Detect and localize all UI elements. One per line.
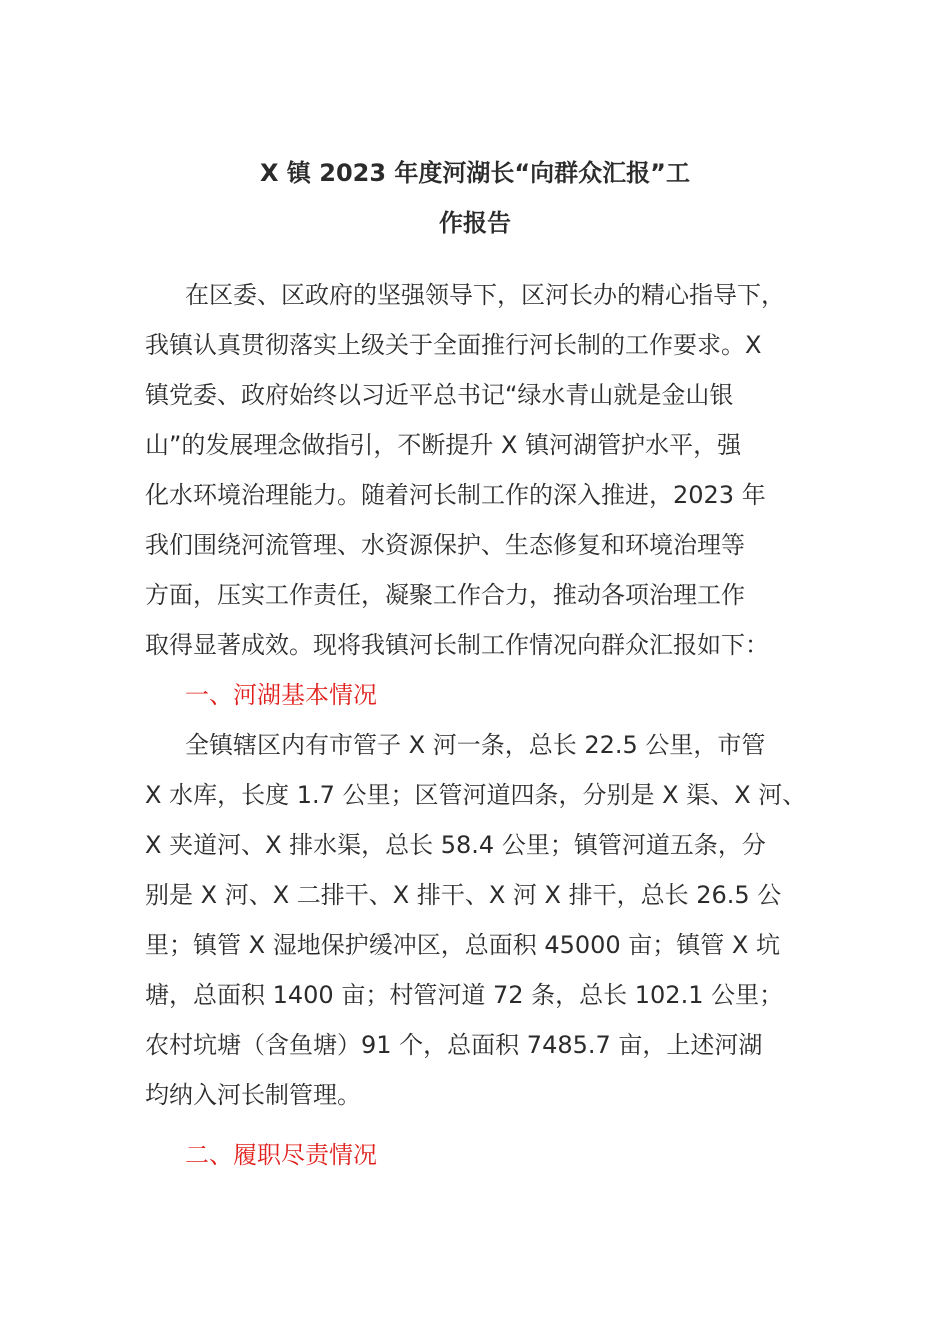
intro-line: 取得显著成效。现将我镇河长制工作情况向群众汇报如下： — [145, 631, 769, 659]
intro-line: 方面，压实工作责任，凝聚工作合力，推动各项治理工作 — [145, 581, 745, 609]
section-1-line: 全镇辖区内有市管子 X 河一条，总长 22.5 公里，市管 — [185, 731, 766, 759]
section-1-paragraph — [145, 720, 825, 1120]
intro-paragraph — [145, 270, 825, 670]
intro-line: 化水环境治理能力。随着河长制工作的深入推进，2023 年 — [145, 481, 766, 509]
section-1-line: 均纳入河长制管理。 — [145, 1081, 361, 1109]
section-1-line: 别是 X 河、X 二排干、X 排干、X 河 X 排干，总长 26.5 公 — [145, 881, 782, 909]
title-line-1: X 镇 2023 年度河湖长“向群众汇报”工 — [260, 159, 690, 187]
intro-line: 镇党委、政府始终以习近平总书记“绿水青山就是金山银 — [145, 381, 734, 409]
section-1-line: X 水库，长度 1.7 公里；区管河道四条，分别是 X 渠、X 河、 — [145, 781, 807, 809]
section-1-line: 农村坑塘（含鱼塘）91 个，总面积 7485.7 亩，上述河湖 — [145, 1031, 763, 1059]
title-line-2: 作报告 — [439, 209, 511, 237]
document-title — [145, 148, 805, 248]
intro-line: 我镇认真贯彻落实上级关于全面推行河长制的工作要求。X — [145, 331, 762, 359]
paragraph-spacer — [145, 1120, 825, 1130]
intro-line: 我们围绕河流管理、水资源保护、生态修复和环境治理等 — [145, 531, 745, 559]
section-1-heading: 一、河湖基本情况 — [185, 681, 377, 709]
intro-line: 山”的发展理念做指引，不断提升 X 镇河湖管护水平，强 — [145, 431, 742, 459]
intro-line: 在区委、区政府的坚强领导下，区河长办的精心指导下， — [185, 281, 785, 309]
document-body — [145, 270, 825, 1180]
section-1-line: 里；镇管 X 湿地保护缓冲区，总面积 45000 亩；镇管 X 坑 — [145, 931, 781, 959]
section-2-heading: 二、履职尽责情况 — [185, 1141, 377, 1169]
section-1-line: 塘，总面积 1400 亩；村管河道 72 条，总长 102.1 公里； — [145, 981, 784, 1009]
section-1-line: X 夹道河、X 排水渠，总长 58.4 公里；镇管河道五条，分 — [145, 831, 766, 859]
